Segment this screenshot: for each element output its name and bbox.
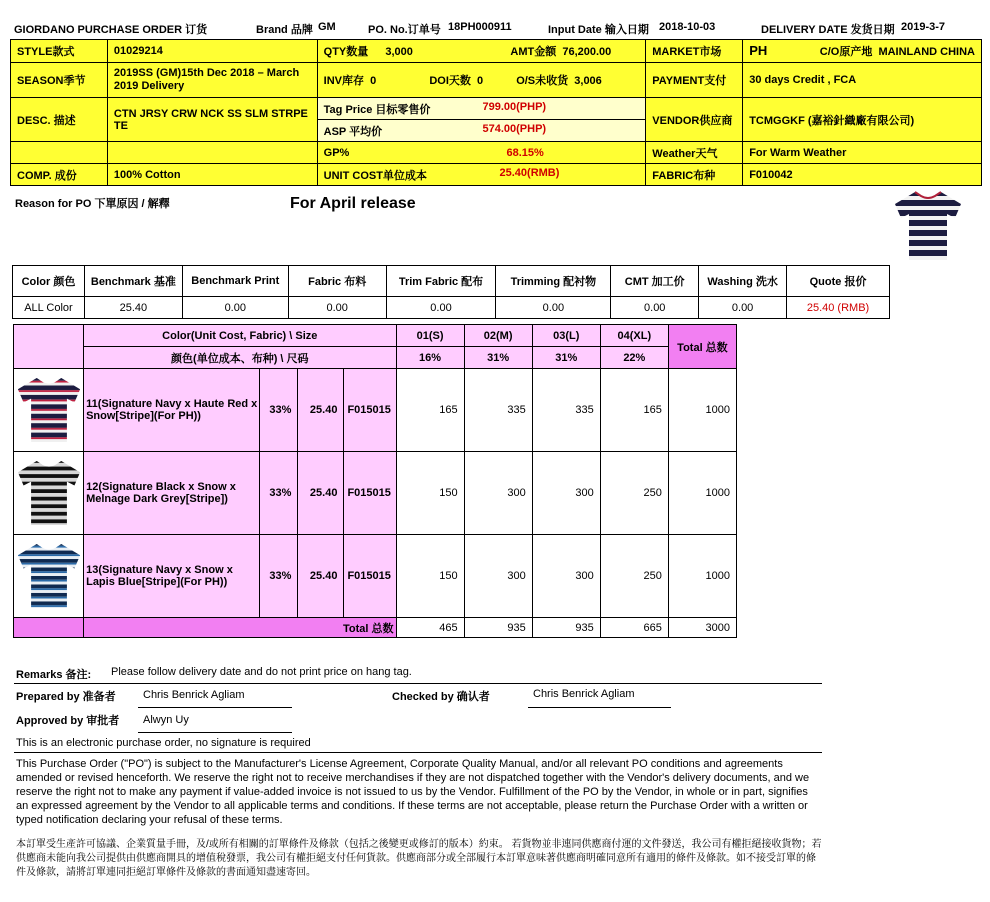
cost-header: Trim Fabric 配布	[386, 266, 496, 297]
delivery-date-label: DELIVERY DATE 发货日期	[761, 24, 895, 36]
order-info-table	[10, 39, 982, 186]
qty-cell: 300	[464, 535, 532, 618]
shirt-black-grey-stripe-icon	[16, 456, 82, 530]
weather-label: Weather天气	[646, 142, 743, 164]
cost-cell: 25.40	[84, 297, 182, 319]
cost-cell: 0.00	[386, 297, 496, 319]
amt-value: 76,200.00	[562, 46, 612, 58]
inv-label: INV库存	[323, 75, 364, 87]
size-label: 01(S)	[396, 325, 464, 347]
shirt-navy-blue-stripe-icon	[16, 539, 82, 613]
cost-cell: 0.00	[611, 297, 699, 319]
input-date-value: 2018-10-03	[659, 21, 716, 33]
signature-line	[138, 732, 292, 733]
tag-price-value: 799.00(PHP)	[482, 100, 547, 113]
weather-value: For Warm Weather	[743, 142, 982, 164]
payment-value: 30 days Credit , FCA	[743, 63, 982, 98]
season-label: SEASON季节	[11, 63, 108, 98]
fabric-value: F010042	[743, 164, 982, 186]
season-value: 2019SS (GM)15th Dec 2018 – March 2019 Delivery	[107, 63, 317, 98]
cost-header: Washing 洗水	[699, 266, 787, 297]
cost-header: Benchmark Print	[182, 266, 288, 297]
signature-line	[138, 707, 292, 708]
color-name: 13(Signature Navy x Snow x Lapis Blue[Stripe](For PH))	[84, 535, 260, 618]
reason-label: Reason for PO 下單原因 / 解釋	[15, 198, 170, 210]
terms-english: This Purchase Order ("PO") is subject to the Manufacturer's License Agreement, Corporate Quality Manual, and/or all relevant PO conditions and agreements amended or revised henceforth. We reserve the right not to receive merchandises if they are not dispatched together with the Vendor's delivery documents, and we reserve the right not to make any payment if value-added invoice is not issued to us by the Vendor. Fulfillment of the PO by the Vendor, in whole or in part, signifies an expressed agreement by the Vendor to all applicable terms and conditions. If these terms are not acceptable, please return the Purchase Order with a written or typed notification declaring your refusal of these terms.	[16, 758, 810, 826]
matrix-header-cn: 颜色(单位成本、布种) \ 尺码	[84, 347, 396, 369]
totals-row	[14, 618, 737, 638]
table-row	[14, 369, 737, 452]
divider	[14, 683, 822, 684]
qty-cell: 250	[600, 452, 668, 535]
size-label: 03(L)	[532, 325, 600, 347]
total-cell: 935	[464, 618, 532, 638]
table-row	[14, 535, 737, 618]
brand-label: Brand 品牌	[256, 24, 313, 36]
os-value: 3,006	[574, 75, 602, 87]
os-label: O/S未收货	[516, 75, 569, 87]
qty-value: 3,000	[385, 46, 413, 58]
remarks-value: Please follow delivery date and do not print price on hang tag.	[111, 666, 412, 678]
vendor-value: TCMGGKF (嘉裕針織廠有限公司)	[743, 98, 982, 142]
checked-by-value: Chris Benrick Agliam	[533, 688, 635, 700]
comp-label: COMP. 成份	[11, 164, 108, 186]
qty-cell: 150	[396, 452, 464, 535]
qty-cell: 300	[532, 452, 600, 535]
color-cost: 25.40	[298, 452, 344, 535]
color-fabric: F015015	[344, 452, 396, 535]
electronic-note: This is an electronic purchase order, no signature is required	[16, 737, 311, 749]
cost-header: Benchmark 基准	[84, 266, 182, 297]
total-cell: 465	[396, 618, 464, 638]
unit-cost-value: 25.40(RMB)	[499, 166, 560, 179]
desc-label: DESC. 描述	[11, 98, 108, 142]
asp-label: ASP 平均价	[323, 125, 383, 138]
reason-value: For April release	[290, 195, 416, 212]
qty-cell: 335	[464, 369, 532, 452]
qty-cell: 300	[464, 452, 532, 535]
product-thumbnail	[893, 190, 963, 262]
comp-value: 100% Cotton	[107, 164, 317, 186]
inv-value: 0	[370, 75, 377, 87]
unit-cost-label: UNIT COST单位成本	[323, 169, 427, 182]
input-date-label: Input Date 输入日期	[548, 24, 649, 36]
qty-cell: 165	[396, 369, 464, 452]
matrix-header-en: Color(Unit Cost, Fabric) \ Size	[84, 325, 396, 347]
style-value: 01029214	[107, 40, 317, 63]
tag-price-label: Tag Price 目标零售价	[323, 103, 431, 116]
color-pct: 33%	[260, 452, 298, 535]
cost-cell: 0.00	[699, 297, 787, 319]
size-label: 04(XL)	[600, 325, 668, 347]
color-pct: 33%	[260, 535, 298, 618]
approved-by-value: Alwyn Uy	[143, 714, 189, 726]
row-total: 1000	[668, 452, 736, 535]
size-pct: 22%	[600, 347, 668, 369]
asp-value: 574.00(PHP)	[482, 122, 547, 135]
size-pct: 31%	[532, 347, 600, 369]
qty-cell: 300	[532, 535, 600, 618]
amt-label: AMT金额	[510, 46, 557, 58]
gp-value: 68.15%	[506, 146, 544, 159]
po-title: GIORDANO PURCHASE ORDER 订货	[14, 24, 208, 36]
color-fabric: F015015	[344, 535, 396, 618]
qty-cell: 150	[396, 535, 464, 618]
total-cell: 935	[532, 618, 600, 638]
po-number: 18PH000911	[448, 21, 512, 33]
cost-cell: 0.00	[288, 297, 386, 319]
prepared-by-label: Prepared by 准备者	[16, 691, 116, 703]
total-header: Total 总数	[668, 325, 736, 369]
style-label: STYLE款式	[11, 40, 108, 63]
shirt-navy-red-stripe-icon	[893, 190, 963, 262]
cost-breakdown-table	[12, 265, 890, 319]
divider	[14, 752, 822, 753]
totals-label: Total 总数	[84, 618, 396, 638]
row-total: 1000	[668, 369, 736, 452]
remarks-label: Remarks 备注:	[16, 669, 92, 681]
color-name: 12(Signature Black x Snow x Melnage Dark Grey[Stripe])	[84, 452, 260, 535]
color-name: 11(Signature Navy x Haute Red x Snow[Stripe](For PH))	[84, 369, 260, 452]
qty-cell: 165	[600, 369, 668, 452]
color-fabric: F015015	[344, 369, 396, 452]
po-label: PO. No.订单号	[368, 24, 441, 36]
fabric-label: FABRIC布种	[646, 164, 743, 186]
cost-header: Trimming 配衬物	[496, 266, 611, 297]
origin-value: MAINLAND CHINA	[878, 46, 975, 58]
signature-line	[528, 707, 671, 708]
row-total: 1000	[668, 535, 736, 618]
size-label: 02(M)	[464, 325, 532, 347]
cost-header: Fabric 布料	[288, 266, 386, 297]
total-cell: 665	[600, 618, 668, 638]
doi-label: DOI天数	[429, 75, 471, 87]
checked-by-label: Checked by 确认者	[392, 691, 490, 703]
shirt-navy-red-stripe-icon	[16, 373, 82, 447]
color-pct: 33%	[260, 369, 298, 452]
cost-cell: 0.00	[496, 297, 611, 319]
color-cost: 25.40	[298, 369, 344, 452]
terms-chinese: 本訂單受生產許可協議、企業質量手冊，及/或所有相關的訂單條件及條款（包括之後變更或修訂的版本）約束。 若貨物並非連同供應商付運的文件發送，我公司有權拒絕接收貨物；若供應商未能向我公司提供由供應商開具的增值稅發票，我公司有權拒絕支付任何貨款。供應商部分或全部履行本訂單意味著供應商明確同意所有適用的條件及條款。如不接受訂單的條件及條款，請將訂單連同拒絕訂單條件及條款的書面通知盡速寄回。	[16, 839, 822, 878]
cost-cell: 0.00	[182, 297, 288, 319]
approved-by-label: Approved by 审批者	[16, 715, 120, 727]
market-value: PH	[749, 43, 768, 58]
qty-cell: 250	[600, 535, 668, 618]
size-pct: 31%	[464, 347, 532, 369]
payment-label: PAYMENT支付	[646, 63, 743, 98]
brand-value: GM	[318, 21, 336, 33]
vendor-label: VENDOR供应商	[646, 98, 743, 142]
origin-label: C/O原产地	[819, 46, 873, 58]
doi-value: 0	[477, 75, 484, 87]
prepared-by-value: Chris Benrick Agliam	[143, 689, 245, 701]
delivery-date-value: 2019-3-7	[901, 21, 946, 33]
color-cost: 25.40	[298, 535, 344, 618]
cost-header: CMT 加工价	[611, 266, 699, 297]
qty-label: QTY数量	[323, 46, 369, 58]
table-row	[14, 452, 737, 535]
grand-total: 3000	[668, 618, 736, 638]
desc-value: CTN JRSY CRW NCK SS SLM STRPE TE	[107, 98, 317, 142]
market-label: MARKET市场	[646, 40, 743, 63]
qty-cell: 335	[532, 369, 600, 452]
color-size-matrix	[13, 324, 737, 638]
quote-cell: 25.40 (RMB)	[787, 297, 890, 319]
cost-cell: ALL Color	[13, 297, 85, 319]
gp-label: GP%	[323, 146, 350, 159]
size-pct: 16%	[396, 347, 464, 369]
cost-header: Quote 报价	[787, 266, 890, 297]
cost-header: Color 颜色	[13, 266, 85, 297]
